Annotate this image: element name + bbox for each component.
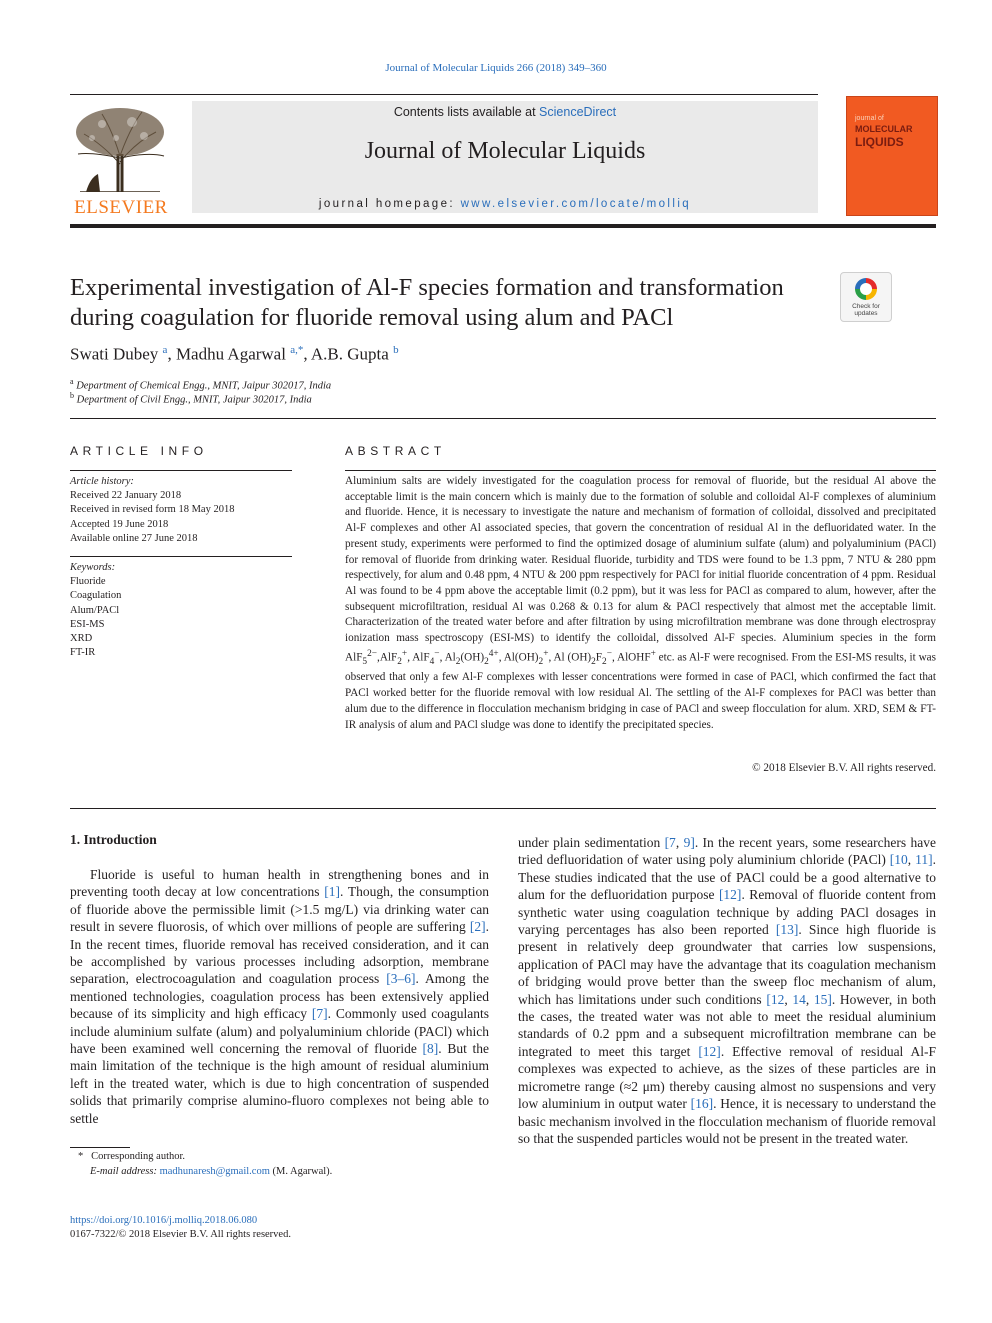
author-sep: , (167, 344, 176, 364)
species-formula: F (595, 651, 603, 664)
affiliation-mark: a (70, 377, 74, 386)
formula-sub: 2 (602, 656, 607, 667)
intro-text: . In the recent times, fluoride removal has received consideration, and it can be accomplished by various processes including adsorption, membrane separation, electrocoagulation and coagulation process (70, 919, 489, 987)
abstract-rule (345, 470, 936, 471)
cover-title-2: LIQUIDS (855, 135, 904, 149)
citation-ref[interactable]: [3–6] (386, 971, 416, 987)
keyword: Alum/PACl (70, 604, 120, 616)
abstract-body: Aluminium salts are widely investigated for the coagulation process for removal of fluoride, but the residual Al above the acceptable limit is the main concern which is mainly due to the formation of soluble and colloidal Al-F complexes of aluminium and fluoride. Hence, it is necessary to investigate the nature and mechanism of formation of colloidal, dissolved and precipitated Al-F complexes and other Al associated species, that govern the concentration of residual Al in the defluoridated water. In the present study, experiments were performed to find the optimized dosage of aluminium sulfate (alum) and polyaluminium (PACl) for removal of fluoride from drinking water. Residual fluoride, turbidity and TDS were found to be 1.3 ppm, 7 NTU & 280 ppm respectively, for alum and 0.48 ppm, 4 NTU & 200 ppm respectively for PACl for initial fluoride concentration of 4 ppm. Residual Al was found to be 4 ppm above the acceptable limit (0.2 ppm), but it was less for PACl as compared to alum, however, after the subsequent microfiltration, residual Al was 0.268 & 0.13 for alum & PACl respectively that almost met the acceptable limit. Characterization of the treated water before and after filtration by using microfiltration membrane was done through electrospray ionization mass spectroscopy (ESI-MS) to identify the colloidal, dissolved Al-F species. Aluminium species in the form (345, 475, 936, 645)
species-formula: , Al (OH) (548, 651, 592, 664)
intro-text: . Effective removal of residual Al-F complexes was expected to achieve, as the sizes of these particles are in micrometre range (≈2 μm) thereby causing almost no suspensions and very low aluminium in output water (518, 1043, 936, 1112)
corresponding-author-note (78, 1151, 185, 1162)
intro-text: . Removal of fluoride content from synthetic water using coagulation technique by adding PACl dosages in varying percentages has also been reported (518, 887, 936, 938)
cover-subtitle: journal of (855, 115, 884, 122)
history-item: Accepted 19 June 2018 (70, 518, 169, 530)
formula-sub: 5 (362, 656, 368, 667)
intro-text: . Since high fluoride is present in relatively deep groundwater that carries low suspensions, application of PACl may have the advantage that its coagulation mechanism of bridging would prove better than the sweep floc mechanism of alum, which has limitations under such conditions (518, 922, 936, 1007)
author-name: Madhu Agarwal (175, 344, 286, 364)
citation-ref[interactable]: 15] (813, 991, 832, 1007)
formula-sup: 2− (367, 648, 378, 659)
intro-text: . Hence, it is necessary to understand the basic mechanism involved in the flocculation mechanism of fluoride removal so that the suspended particles would not be present in the treated water. (518, 1096, 936, 1146)
formula-sup: − (606, 648, 612, 659)
formula-sup: + (401, 648, 408, 659)
formula-sup: − (434, 648, 440, 659)
intro-text: . Commonly used coagulants include aluminium sulfate (alum) and polyaluminium chloride (PACl) which have been examined well concerning the removal of fluoride (70, 1006, 489, 1057)
keyword: ESI-MS (70, 618, 105, 630)
article-info-rule (70, 470, 292, 471)
history-item: Received in revised form 18 May 2018 (70, 504, 235, 516)
species-formula: ,AlF (377, 651, 398, 664)
email-suffix: (M. Agarwal). (269, 1166, 333, 1177)
species-formula: AlF (345, 651, 363, 664)
footnote-text: Corresponding author. (91, 1151, 186, 1162)
formula-sup: + (650, 648, 656, 659)
intro-text: . But the main limitation of the technique is the high amount of residual aluminium left in the treated water, which is due to high concentration of suspended solids that primarily comprise alumino-fluoro complexes not being able to settle (70, 1041, 490, 1126)
elsevier-tree-logo (72, 104, 168, 192)
citation-ref[interactable]: [1] (324, 884, 340, 900)
section-rule (70, 808, 936, 809)
citation-ref[interactable]: [12] (698, 1043, 721, 1059)
intro-text: . Though, the consumption of fluoride above the permissible limit (>1.5 mg/L) via drinking water can result in severe fluorosis, of which over millions of people are suffering (70, 884, 490, 935)
footnote-mark: * (78, 1151, 84, 1162)
affiliation-text: Department of Civil Engg., MNIT, Jaipur 302017, India (76, 394, 312, 406)
header-thick-rule (70, 224, 936, 228)
badge-line-1: Check for (852, 303, 880, 310)
formula-sub: 2 (455, 656, 461, 667)
email-note (90, 1166, 332, 1177)
formula-sub: 4 (429, 656, 435, 667)
check-for-updates-badge[interactable] (840, 272, 892, 322)
journal-name: Journal of Molecular Liquids (364, 138, 646, 164)
abstract-body: etc. as Al-F were recognised. From the ESI-MS results, it was observed that only a few Al-F complexes with lesser concentrations were formed in case of PACl, which confirmed the fact that PACl worked better for the fluoride removal with low residual Al. The settling of the Al-F complexes for PACl was better than alum due to the difference in flocculation mechanism bridging in case of PACl and sweep flocculation for alum. XRD, SEM & FT-IR analysis of alum and PACl sludge was done to identify the precipitated species. (345, 651, 936, 731)
intro-right-column (518, 834, 936, 1147)
citation-ref[interactable]: [12] (718, 887, 742, 903)
intro-text: under plain sedimentation (518, 835, 665, 850)
intro-text: . Among the mentioned technologies, coagulation process has been extensively applied because of its simplicity and high efficacy (70, 971, 489, 1022)
badge-line-2: updates (854, 310, 878, 317)
affiliation-rule (70, 418, 936, 419)
citation-ref[interactable]: [16] (690, 1096, 714, 1112)
affiliation-mark: b (70, 391, 74, 400)
email-label: E-mail address: (90, 1166, 160, 1177)
species-formula: , AlF (407, 651, 430, 664)
intro-text: . However, in both the cases, the treated water was not able to meet the residual aluminium standards of 0.2 ppm and a subsequent microfiltration membrane can be integrated to meet this target (518, 991, 937, 1059)
history-item: Received 22 January 2018 (70, 490, 182, 502)
cover-title-1: MOLECULAR (855, 124, 913, 134)
citation-ref[interactable]: 14 (792, 991, 806, 1007)
intro-text: , (805, 991, 814, 1007)
author-list (70, 344, 399, 365)
formula-sub: 2 (591, 656, 596, 667)
keywords-label: Keywords: (70, 562, 116, 573)
footnote-rule (70, 1147, 130, 1148)
keywords-rule (70, 556, 292, 557)
formula-sub: 2 (397, 656, 402, 667)
keyword: XRD (70, 633, 93, 645)
journal-homepage (192, 198, 818, 210)
sciencedirect-link[interactable]: ScienceDirect (539, 105, 617, 119)
author-name: Swati Dubey (70, 344, 159, 364)
affiliation-text: Department of Chemical Engg., MNIT, Jaipur 302017, India (76, 380, 332, 392)
abstract-heading: ABSTRACT (345, 444, 446, 458)
species-formula: , Al(OH) (498, 651, 539, 664)
author-affiliation-mark[interactable]: a,* (290, 344, 304, 356)
intro-left-column (70, 866, 489, 1127)
history-item: Available online 27 June 2018 (70, 532, 198, 544)
elsevier-wordmark: ELSEVIER (74, 197, 168, 218)
header-rule (70, 94, 818, 95)
doi-link[interactable]: https://doi.org/10.1016/j.molliq.2018.06.080 (70, 1215, 258, 1226)
affiliation-a (70, 377, 331, 392)
email-link[interactable]: madhunaresh@gmail.com (159, 1166, 270, 1177)
citation-ref[interactable]: [8] (422, 1041, 439, 1057)
intro-text: , (784, 991, 793, 1007)
author-sep: , (303, 344, 311, 364)
contents-prefix: Contents lists available at (393, 105, 540, 119)
citation-ref[interactable]: 9] (683, 835, 695, 850)
article-history (70, 475, 292, 546)
intro-paragraph (518, 834, 936, 1147)
author-affiliation-mark[interactable]: b (393, 344, 399, 356)
issn-line: 0167-7322/© 2018 Elsevier B.V. All rights reserved. (70, 1229, 291, 1240)
citation-ref[interactable]: [12 (766, 991, 785, 1007)
journal-cover-thumbnail[interactable] (846, 96, 938, 216)
citation-ref[interactable]: 11] (915, 852, 933, 868)
species-formula: (OH) (460, 651, 485, 664)
formula-sub: 2 (484, 656, 489, 667)
formula-sub: 2 (538, 656, 544, 667)
journal-citation[interactable]: Journal of Molecular Liquids 266 (2018) 349–360 (385, 62, 607, 74)
citation-ref[interactable]: [2] (469, 919, 486, 935)
check-updates-icon (855, 278, 877, 300)
citation-ref[interactable]: [13] (775, 922, 799, 938)
species-formula: , Al (439, 651, 456, 664)
affiliation-b (70, 391, 312, 406)
contents-line (192, 105, 818, 119)
author-name: A.B. Gupta (310, 344, 389, 364)
keywords (70, 561, 292, 660)
homepage-link[interactable]: www.elsevier.com/locate/molliq (460, 198, 692, 210)
intro-text: , (675, 835, 684, 850)
intro-text: . In the recent years, some researchers have tried defluoridation of water using poly aluminium chloride (PACl) (518, 835, 936, 868)
citation-ref[interactable]: [7 (664, 835, 676, 850)
keyword: Coagulation (70, 590, 122, 602)
intro-text: , (907, 852, 916, 868)
history-label: Article history: (70, 476, 134, 487)
intro-paragraph (70, 866, 489, 1127)
homepage-label: journal homepage: (318, 198, 461, 210)
formula-sup: 4+ (488, 648, 499, 659)
introduction-heading: 1. Introduction (70, 832, 157, 847)
article-info-heading: ARTICLE INFO (70, 444, 208, 458)
article-title: Experimental investigation of Al-F species formation and transformation during coagulation for fluoride removal using alum and PACl (70, 274, 784, 331)
author-affiliation-mark[interactable]: a (162, 344, 168, 356)
intro-text: Fluoride is useful to human health in strengthening bones and in preventing tooth decay at low concentrations (70, 867, 489, 900)
species-formula: , AlOHF (611, 651, 651, 664)
citation-ref[interactable]: [10 (889, 852, 908, 868)
abstract-copyright: © 2018 Elsevier B.V. All rights reserved. (752, 762, 936, 774)
abstract-text (345, 474, 936, 733)
citation-ref[interactable]: [7] (311, 1006, 328, 1022)
keyword: FT-IR (70, 647, 96, 659)
intro-text: . These studies indicated that the use of PACl could be a good alternative to alum for the defluoridation purpose (518, 852, 936, 903)
formula-sup: + (543, 648, 549, 659)
keyword: Fluoride (70, 576, 106, 588)
